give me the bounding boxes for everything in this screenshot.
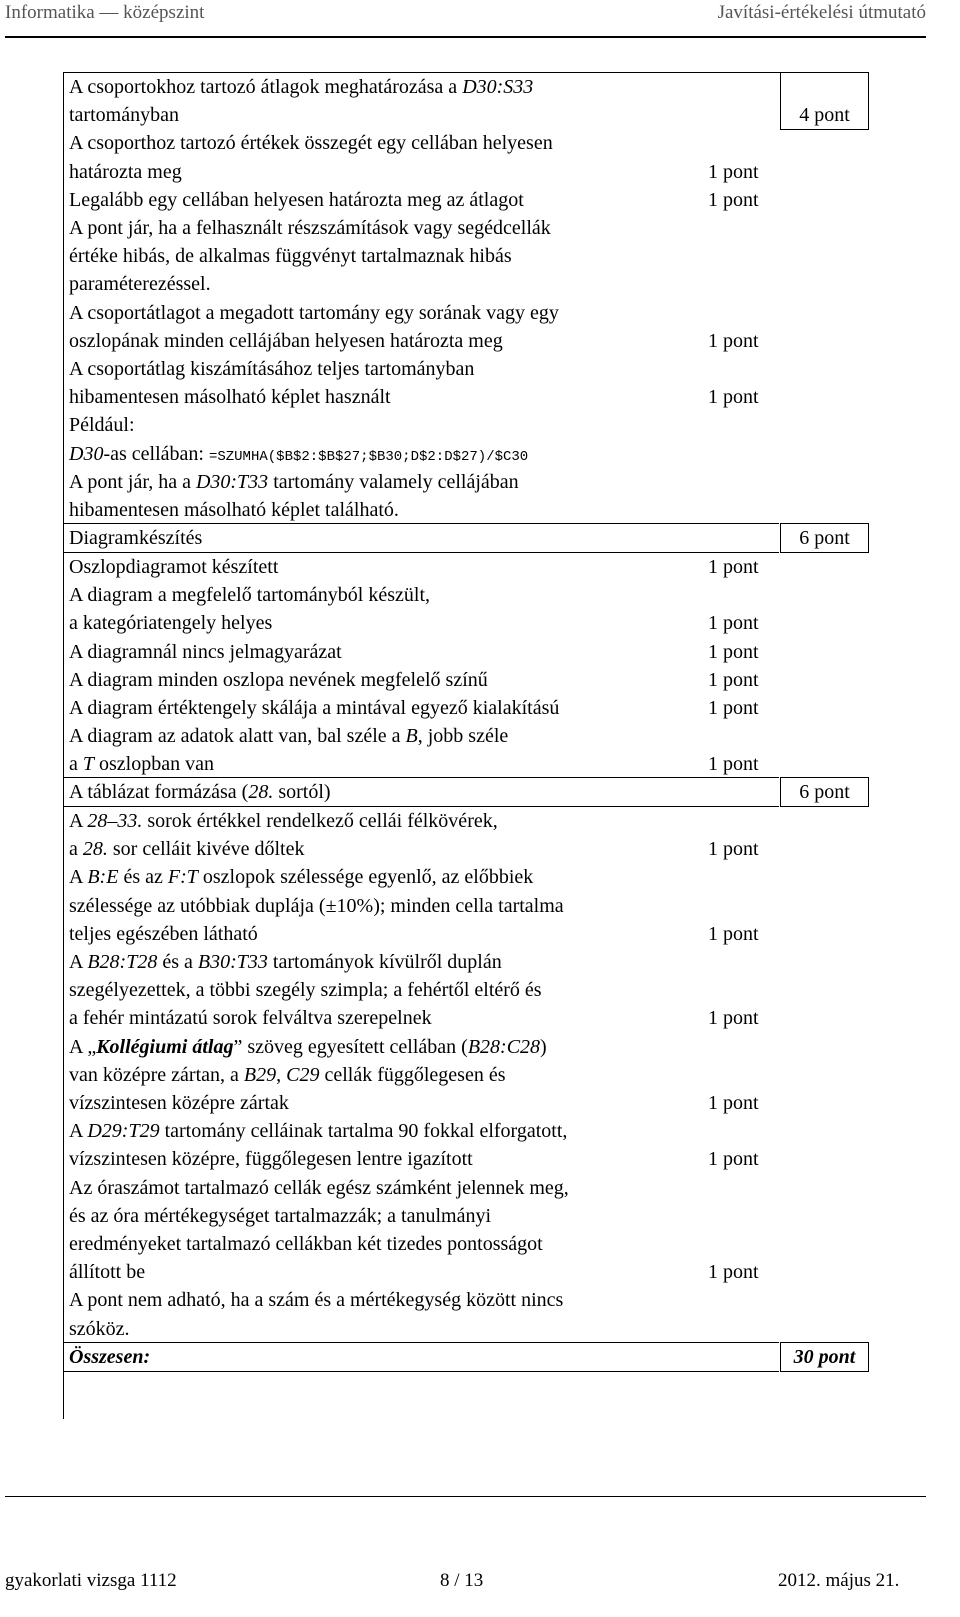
point-value: 1 pont — [708, 1007, 759, 1030]
text-run: 28–33. — [87, 810, 143, 832]
text-run: A — [69, 810, 88, 832]
text-run: A pont jár, ha a felhasznált részszámítások vagy segédcellák — [69, 217, 551, 239]
text-run: C29 — [286, 1063, 320, 1086]
text-run: ” szöveg egyesített cellában ( — [233, 1035, 468, 1058]
text-run: Kollégiumi átlag — [96, 1035, 234, 1058]
text-run: és az — [118, 866, 168, 889]
text-run: A — [69, 1120, 88, 1143]
scoring-line — [69, 73, 533, 101]
text-run: A diagram a megfelelő tartományból készült, — [69, 584, 430, 607]
section1-total-box — [780, 72, 869, 130]
scoring-line — [69, 1286, 563, 1314]
header-subject: Informatika — középszint — [5, 2, 205, 23]
scoring-line — [69, 553, 278, 581]
text-run: A pont nem adható, ha a szám és a mértékegység között nincs — [69, 1289, 564, 1312]
text-run: szélessége az utóbbiak duplája (±10%); minden cella tartalma — [69, 894, 564, 917]
text-run: Legalább egy cellában helyesen határozta meg az átlagot — [69, 188, 524, 211]
point-value: 1 pont — [708, 329, 759, 352]
point-value: 1 pont — [708, 922, 759, 945]
text-run: A pont jár, ha a — [69, 470, 196, 493]
section1-total: 4 pont — [799, 104, 850, 126]
text-run: tartomány celláinak tartalma 90 fokkal elforgatott, — [159, 1120, 568, 1143]
text-run: B30:T33 — [197, 951, 268, 973]
text-run: értéke hibás, de alkalmas függvényt tartalmaznak hibás — [69, 245, 512, 268]
scoring-line — [69, 666, 488, 694]
text-run: állított be — [69, 1261, 146, 1284]
total-label — [69, 1343, 150, 1371]
section3-total-box — [780, 777, 869, 807]
scoring-line — [69, 948, 502, 976]
text-run: sortól) — [273, 781, 331, 803]
text-run: tartományban — [69, 104, 179, 127]
text-run: határozta meg — [69, 160, 182, 183]
scoring-line — [69, 976, 542, 1004]
total-value: 30 pont — [793, 1346, 856, 1368]
scoring-line — [69, 158, 182, 186]
text-run: A — [69, 866, 88, 889]
text-run: =SZUMHA($B$2:$B$27;$B30;D$2:D$27)/$C30 — [208, 448, 529, 465]
scoring-line — [69, 214, 551, 242]
page-header — [0, 0, 960, 38]
text-run: A csoportátlagot a megadott tartomány egy sorának vagy egy — [69, 301, 559, 324]
text-run: B:E — [87, 866, 119, 889]
text-run: a kategóriatengely helyes — [69, 612, 273, 635]
text-run: B28:T28 — [87, 951, 158, 973]
text-run: , jobb széle — [417, 725, 509, 748]
text-run: A diagram értéktengely skálája a mintával egyező kialakítású — [69, 697, 560, 719]
text-run: D29:T29 — [87, 1120, 160, 1143]
total-row-bottom — [63, 1371, 779, 1372]
text-run: szóköz. — [69, 1317, 130, 1340]
text-run: hibamentesen másolható képlet található. — [69, 499, 399, 521]
scoring-line — [69, 694, 559, 722]
point-value: 1 pont — [708, 753, 759, 776]
section3-total: 6 pont — [799, 781, 850, 803]
text-run: és az óra mértékegységet tartalmazzák; a tanulmányi — [69, 1204, 492, 1227]
scoring-line — [69, 750, 214, 778]
footer-date: 2012. május 21. — [778, 1570, 900, 1591]
text-run: D30:T33 — [195, 470, 269, 493]
scoring-line — [69, 1174, 569, 1202]
text-run: A „ — [69, 1035, 97, 1058]
scoring-line — [69, 892, 564, 920]
total-row-top — [63, 1342, 779, 1343]
text-run: oszlopok szélessége egyenlő, az előbbiek — [197, 866, 534, 889]
text-run: oszlopban van — [94, 753, 214, 776]
point-value: 1 pont — [708, 838, 759, 861]
text-run: a fehér mintázatú sorok felváltva szerepelnek — [69, 1007, 432, 1030]
point-value: 1 pont — [708, 1148, 759, 1171]
text-run: A csoporthoz tartozó értékek összegét egy cellában helyesen — [69, 132, 553, 155]
section2-total: 6 pont — [799, 527, 850, 549]
scoring-line — [69, 101, 179, 129]
text-run: teljes egészében látható — [69, 922, 258, 945]
text-run: vízszintesen középre, függőlegesen lentre igazított — [69, 1148, 473, 1171]
header-doc-type: Javítási-értékelési útmutató — [717, 2, 926, 23]
point-value: 1 pont — [708, 668, 759, 691]
total-label-text: Összesen: — [69, 1346, 151, 1368]
scoring-line — [69, 496, 399, 524]
text-run: 28. — [82, 838, 108, 861]
scoring-line — [69, 722, 508, 750]
scoring-line — [69, 1033, 547, 1061]
scoring-line — [69, 638, 342, 666]
footer-rule — [5, 1496, 926, 1497]
footer-exam: gyakorlati vizsga 1112 — [5, 1570, 177, 1591]
scoring-line — [69, 1202, 491, 1230]
text-run: F:T — [167, 866, 198, 889]
scoring-line — [69, 807, 498, 835]
section2-total-box — [780, 523, 869, 553]
point-value: 1 pont — [708, 697, 759, 719]
text-run: szegélyezettek, a többi szegély szimpla; a fehértől eltérő és — [69, 979, 542, 1002]
scoring-line — [69, 1145, 473, 1173]
point-value: 1 pont — [708, 386, 759, 409]
text-run: cellák függőlegesen és — [319, 1063, 506, 1086]
scoring-line — [69, 1315, 130, 1343]
point-value: 1 pont — [708, 160, 759, 183]
scoring-line — [69, 1117, 567, 1145]
scoring-line — [69, 1061, 506, 1089]
scoring-line — [69, 327, 503, 355]
text-run: A táblázat formázása ( — [69, 781, 249, 803]
text-run: eredményeket tartalmazó cellákban két tizedes pontosságot — [69, 1233, 543, 1255]
scoring-line — [69, 581, 430, 609]
text-run: van középre zártan, a — [69, 1063, 244, 1086]
scoring-line — [69, 440, 528, 471]
scoring-line — [69, 863, 533, 891]
scoring-line — [69, 242, 512, 270]
text-run: A csoportátlag kiszámításához teljes tartományban — [69, 358, 475, 380]
text-run: A — [69, 951, 88, 973]
scoring-line — [69, 609, 272, 637]
text-run: A diagramnál nincs jelmagyarázat — [69, 640, 342, 663]
scoring-line — [69, 1089, 289, 1117]
text-run: Például: — [69, 414, 135, 437]
text-run: és a — [157, 951, 198, 973]
scoring-line — [69, 468, 519, 496]
point-value: 1 pont — [708, 556, 759, 578]
scoring-line — [69, 355, 474, 383]
text-run: a — [69, 753, 83, 776]
scoring-line — [69, 835, 305, 863]
text-run: sorok értékkel rendelkező cellái félkövérek, — [142, 810, 498, 832]
text-run: T — [82, 753, 95, 776]
scoring-line — [69, 383, 391, 411]
scoring-line — [69, 1258, 145, 1286]
text-run: ) — [540, 1035, 547, 1058]
point-value: 1 pont — [708, 612, 759, 635]
scoring-line — [69, 270, 211, 298]
point-value: 1 pont — [708, 640, 759, 663]
text-run: -as cellában: — [103, 442, 209, 465]
text-run: B — [405, 725, 418, 748]
text-run: Oszlopdiagramot készített — [69, 556, 279, 578]
text-run: Az óraszámot tartalmazó cellák egész számként jelennek meg, — [69, 1176, 569, 1199]
text-run: , — [276, 1063, 287, 1086]
text-run: sor celláit kivéve dőltek — [107, 838, 305, 861]
scoring-line — [69, 1004, 432, 1032]
text-run: tartományok kívülről duplán — [267, 951, 502, 973]
text-run: B29 — [243, 1063, 277, 1086]
text-run: a — [69, 838, 83, 861]
table-left-border — [63, 72, 64, 1419]
scoring-line — [69, 920, 258, 948]
text-run: hibamentesen másolható képlet használt — [69, 386, 391, 409]
section2-heading: Diagramkészítés — [69, 527, 203, 549]
text-run: D30 — [69, 442, 104, 465]
scoring-line — [69, 1230, 543, 1258]
text-run: A diagram az adatok alatt van, bal széle a — [69, 725, 406, 748]
header-rule — [5, 36, 926, 38]
scoring-line — [69, 186, 524, 214]
text-run: paraméterezéssel. — [69, 273, 211, 296]
text-run: oszlopának minden cellájában helyesen határozta meg — [69, 329, 503, 352]
footer-page-number: 8 / 13 — [440, 1570, 484, 1591]
text-run: 28. — [248, 781, 274, 803]
scoring-line — [69, 299, 559, 327]
scoring-line — [69, 129, 553, 157]
total-value-box — [780, 1342, 869, 1372]
point-value: 1 pont — [708, 1261, 759, 1284]
text-run: B28:C28 — [467, 1035, 541, 1058]
text-run: A csoportokhoz tartozó átlagok meghatározása a — [69, 76, 463, 98]
point-value: 1 pont — [708, 1092, 759, 1114]
section3-heading — [69, 778, 331, 806]
scoring-line — [69, 411, 135, 439]
text-run: A diagram minden oszlopa nevének megfelelő színű — [69, 668, 488, 691]
point-value: 1 pont — [708, 188, 759, 211]
text-run: D30:S33 — [462, 76, 534, 98]
text-run: vízszintesen középre zártak — [69, 1092, 289, 1114]
text-run: tartomány valamely cellájában — [268, 470, 519, 493]
